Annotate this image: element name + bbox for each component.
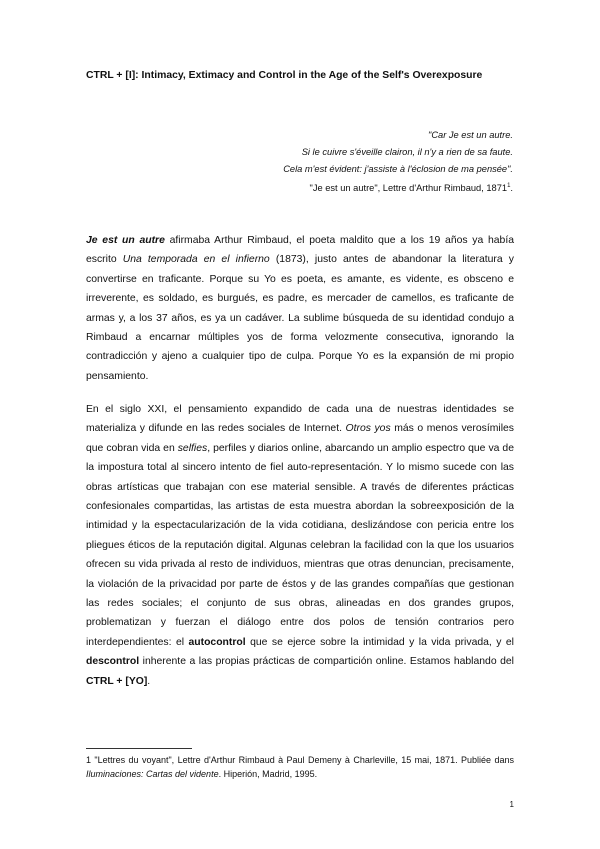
selfies-term: selfies <box>177 442 208 454</box>
paragraph-2-text-b: más o menos verosímiles que cobran vida en <box>86 423 514 454</box>
epigraph-source-end: . <box>510 183 513 194</box>
paragraph-1-text-a: afirmaba Arthur Rimbaud, el poeta maldito que a los 19 años ya había escrito <box>86 235 514 266</box>
paragraph-2 <box>86 400 514 691</box>
document-title: CTRL + [I]: Intimacy, Extimacy and Control in the Age of the Self's Overexposure <box>86 70 483 81</box>
paragraph-2-text-f: . <box>147 675 151 687</box>
paragraph-2-text-c: , perfiles y diarios online, abarcando un amplio espectro que va de la impostura total al sincero intento de fiel auto-representación. Y lo mismo sucede con las obras artísticas que trabajan con ese material sensible. A través de diferentes prácticas confesionales compartidas, las artistas de esta muestra abordan la sobreexposición de la intimidad y la espectacularización de la vida cotidiana, deslizándose con pericia entre los pliegues éticos de la reputación digital. Algunas celebran la facilidad con la que los usuarios ofrecen su vida privada al resto de individuos, mientras que otras denuncian, precisamente, la violación de la privacidad por parte de éstos y de las grandes compañías que gestionan las redes sociales; el conjunto de sus obras, alineadas en dos grandes grupos, problematizan y fuerzan el diálogo entre dos polos de tensión contrarios pero interdependientes: el <box>86 442 514 648</box>
page-number: 1 <box>509 800 514 809</box>
epigraph-source-text: "Je est un autre", Lettre d'Arthur Rimbaud, 1871 <box>309 183 508 194</box>
autocontrol-term: autocontrol <box>188 636 246 648</box>
epigraph-line-3: Cela m'est évident: j'assiste à l'éclosion de ma pensée". <box>283 164 513 174</box>
paragraph-2-text-e: inherente a las propias prácticas de compartición online. Estamos hablando del <box>139 656 514 668</box>
epigraph-line-1: "Car Je est un autre. <box>428 130 513 140</box>
epigraph <box>283 127 513 197</box>
paragraph-1-text-b: (1873), justo antes de abandonar la literatura y convertirse en traficante. Porque su Yo es poeta, es amante, es vidente, es obsceno e irreverente, es soldado, es burgués, es padre, es mercader de camellos, es traficante de armas y, a los 37 años, es ya un cadáver. La sublime búsqueda de su identidad condujo a Rimbaud a encarnar múltiples yos de forma velozmente consecutiva, ignorando la contradicción y ajeno a cualquier tipo de culpa. Porque Yo es la expansión de mi propio pensamiento. <box>86 254 514 382</box>
book-title: Una temporada en el infierno <box>122 254 270 266</box>
footnote-divider <box>86 748 192 749</box>
lead-phrase: Je est un autre <box>86 235 165 246</box>
ctrl-yo-term: CTRL + [YO] <box>86 675 148 687</box>
paragraph-2-text-a: En el siglo XXI, el pensamiento expandido de cada una de nuestras identidades se materializa y difunde en las redes sociales de Internet. <box>86 404 514 435</box>
footnote <box>86 754 514 781</box>
epigraph-source <box>283 178 513 197</box>
paragraph-1 <box>86 231 514 386</box>
footnote-book-title: Iluminaciones: Cartas del vidente <box>86 768 219 779</box>
epigraph-line-2: Si le cuivre s'éveille clairon, il n'y a rien de sa faute. <box>301 147 513 157</box>
footnote-text-a: 1 "Lettres du voyant", Lettre d'Arthur Rimbaud à Paul Demeny à Charleville, 15 mai, 1871. Publiée dans <box>86 755 514 765</box>
footnote-marker: 1 <box>507 183 511 189</box>
footnote-text-b: . Hiperión, Madrid, 1995. <box>218 768 318 779</box>
otros-yos: Otros yos <box>345 423 391 435</box>
paragraph-2-text-d: que se ejerce sobre la intimidad y la vida privada, y el <box>245 636 514 648</box>
descontrol-term: descontrol <box>86 656 140 668</box>
